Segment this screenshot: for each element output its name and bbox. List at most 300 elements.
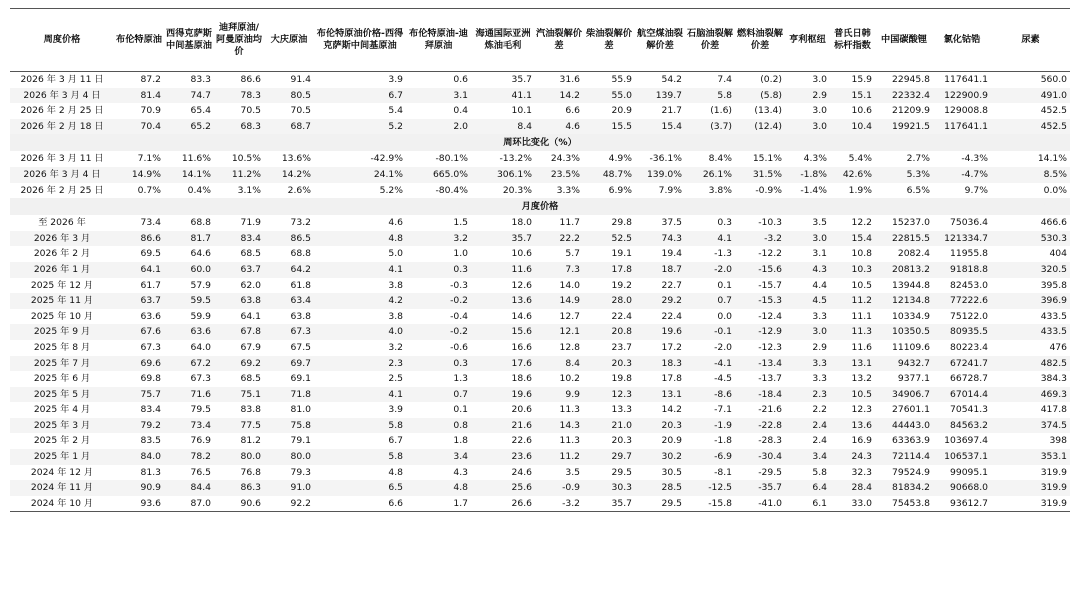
table-cell: 0.7 — [406, 387, 471, 403]
table-cell: 23.6 — [471, 449, 535, 465]
table-cell: 63.7 — [114, 293, 164, 309]
table-cell: 91.0 — [264, 480, 314, 496]
table-cell: 73.4 — [140, 217, 161, 229]
table-cell: -0.9% — [755, 184, 782, 196]
table-cell: 319.9 — [1040, 466, 1067, 478]
table-cell: 27601.1 — [892, 404, 930, 416]
table-cell: 79.1 — [290, 435, 311, 447]
table-cell: 3.3% — [556, 184, 580, 196]
section-title: 周环比变化（%） — [10, 134, 1070, 151]
table-cell: 15.1% — [752, 153, 782, 165]
table-cell: 8.4 — [535, 356, 583, 372]
table-cell: -4.7% — [933, 167, 991, 183]
table-cell: (5.8) — [735, 88, 785, 104]
table-cell: 469.3 — [991, 387, 1070, 403]
table-cell: 67.8 — [214, 324, 264, 340]
table-cell: 20.3 — [611, 435, 632, 447]
table-cell: 63.4 — [264, 293, 314, 309]
table-cell: 3.0 — [812, 74, 827, 85]
table-cell: -80.4% — [435, 184, 468, 196]
table-cell: 15.5 — [583, 119, 635, 135]
table-cell: 129008.8 — [944, 105, 988, 117]
table-row — [10, 387, 1070, 403]
column-header: 布伦特原油 — [114, 9, 164, 72]
table-cell: 41.1 — [471, 88, 535, 104]
table-cell: 29.7 — [583, 449, 635, 465]
table-cell: 139.0% — [635, 167, 685, 183]
table-cell: 17.8 — [583, 262, 635, 278]
table-cell: -13.4 — [735, 356, 785, 372]
table-cell: 69.5 — [140, 248, 161, 260]
table-cell: 10334.9 — [892, 310, 930, 322]
row-label: 2026 年 3 月 4 日 — [10, 167, 114, 183]
table-row — [10, 340, 1070, 356]
table-cell: 67.3 — [190, 373, 211, 385]
table-cell: 71.6 — [164, 387, 214, 403]
table-cell: 32.3 — [851, 466, 872, 478]
table-cell: -15.3 — [735, 293, 785, 309]
table-cell: 33.0 — [851, 497, 872, 509]
table-cell: 74.3 — [635, 231, 685, 247]
table-cell: 23.7 — [611, 341, 632, 353]
table-cell: 3.0 — [785, 324, 830, 340]
table-cell: 90668.0 — [933, 480, 991, 496]
table-cell: 19.6 — [635, 324, 685, 340]
table-cell: 57.9 — [190, 279, 211, 291]
table-row — [10, 433, 1070, 449]
table-cell: 99095.1 — [950, 466, 988, 478]
table-cell: 35.7 — [611, 497, 632, 509]
table-cell: 3.9 — [388, 404, 403, 416]
table-cell: 117641.1 — [944, 74, 988, 85]
table-cell: 0.1 — [717, 279, 732, 291]
table-cell: 16.6 — [511, 341, 532, 353]
table-cell: 3.0 — [812, 105, 827, 117]
table-cell: -7.1 — [714, 404, 732, 416]
table-cell: 72114.4 — [875, 449, 933, 465]
table-cell: 6.5% — [906, 184, 930, 196]
table-cell: 4.0 — [314, 324, 406, 340]
table-cell: 7.3 — [535, 262, 583, 278]
table-cell: 0.1 — [453, 404, 468, 416]
table-cell: 1.7 — [453, 497, 468, 509]
table-cell: 91818.8 — [933, 262, 991, 278]
table-cell: 8.5% — [991, 167, 1070, 183]
table-cell: -22.8 — [735, 418, 785, 434]
table-cell: 9377.1 — [897, 373, 930, 385]
table-cell: 22.4 — [661, 310, 682, 322]
column-header: 周度价格 — [10, 9, 114, 72]
table-cell: 13.2 — [851, 373, 872, 385]
table-cell: 353.1 — [991, 449, 1070, 465]
table-cell: 93.6 — [140, 497, 161, 509]
column-header: 氯化钴锆 — [933, 9, 991, 72]
row-label: 2025 年 12 月 — [30, 279, 94, 291]
table-cell: 11.2% — [214, 167, 264, 183]
table-cell: (13.4) — [754, 105, 782, 117]
table-cell: 75.8 — [264, 418, 314, 434]
table-cell: 10.5 — [851, 279, 872, 291]
table-cell: 66728.7 — [950, 373, 988, 385]
table-cell: 73.2 — [290, 217, 311, 229]
table-cell: 75036.4 — [950, 217, 988, 229]
row-label: 2026 年 3 月 11 日 — [20, 74, 104, 85]
column-header: 石脑油裂解价差 — [685, 9, 735, 72]
table-cell: 12.8 — [559, 341, 580, 353]
row-label: 2025 年 1 月 — [10, 449, 114, 465]
table-cell: 68.5 — [240, 248, 261, 260]
table-cell: 13.6 — [471, 293, 535, 309]
table-cell: 2.9 — [785, 88, 830, 104]
table-cell: 11.1 — [851, 310, 872, 322]
row-label: 2025 年 5 月 — [10, 387, 114, 403]
table-row — [10, 356, 1070, 372]
table-cell: 70.4 — [114, 119, 164, 135]
table-cell: 121334.7 — [933, 231, 991, 247]
table-cell: 2.5 — [388, 373, 403, 385]
table-cell: 0.4 — [453, 105, 468, 117]
table-cell: -4.1 — [685, 356, 735, 372]
table-cell: 319.9 — [991, 480, 1070, 496]
row-label: 2025 年 9 月 — [10, 324, 114, 340]
table-cell: 22.7 — [661, 279, 682, 291]
commodity-price-table — [10, 8, 1070, 512]
table-row — [10, 119, 1070, 135]
table-cell: 75.1 — [214, 387, 264, 403]
table-cell: 10.4 — [830, 119, 875, 135]
table-cell: 28.0 — [583, 293, 635, 309]
table-cell: 0.6 — [453, 74, 468, 85]
table-cell: 11.3 — [559, 404, 580, 416]
table-cell: 4.3 — [785, 262, 830, 278]
table-cell: 2.0 — [406, 119, 471, 135]
table-cell: 5.8 — [314, 418, 406, 434]
table-cell: 18.3 — [635, 356, 685, 372]
table-cell: 52.5 — [583, 231, 635, 247]
table-cell: 12.1 — [535, 324, 583, 340]
table-cell: -1.8 — [714, 435, 732, 447]
table-row — [10, 246, 1070, 262]
table-cell: 560.0 — [1040, 74, 1067, 85]
table-cell: 20.8 — [583, 324, 635, 340]
table-cell: 31.6 — [559, 74, 580, 85]
row-label: 2026 年 1 月 — [10, 262, 114, 278]
table-cell: 3.9 — [388, 74, 403, 85]
table-cell: -36.1% — [649, 153, 682, 165]
table-cell: 81834.2 — [875, 480, 933, 496]
table-cell: 2.4 — [785, 418, 830, 434]
table-cell: 17.2 — [661, 341, 682, 353]
table-cell: 86.6 — [240, 74, 261, 85]
table-cell: 91.4 — [290, 74, 311, 85]
table-cell: 6.6 — [388, 497, 403, 509]
table-cell: 70.5 — [290, 105, 311, 117]
table-cell: -80.1% — [435, 153, 468, 165]
table-cell: -29.5 — [758, 466, 782, 478]
row-label: 2024 年 11 月 — [10, 480, 114, 496]
table-cell: 61.7 — [140, 279, 161, 291]
table-cell: 395.8 — [1040, 279, 1067, 291]
table-cell: -4.5 — [714, 373, 732, 385]
table-cell: 320.5 — [991, 262, 1070, 278]
table-cell: 18.0 — [511, 217, 532, 229]
table-cell: 42.6% — [830, 167, 875, 183]
table-row — [10, 480, 1070, 496]
table-cell: 4.2 — [314, 293, 406, 309]
table-cell: 4.3% — [803, 153, 827, 165]
table-cell: 15237.0 — [892, 217, 930, 229]
table-cell: 2.3 — [785, 387, 830, 403]
table-cell: 665.0% — [406, 167, 471, 183]
table-cell: 2.6% — [287, 184, 311, 196]
table-row — [10, 324, 1070, 340]
table-cell: 29.2 — [635, 293, 685, 309]
row-label: 2025 年 7 月 — [10, 356, 114, 372]
table-cell: 67.3 — [140, 341, 161, 353]
table-cell: 11.7 — [559, 217, 580, 229]
table-cell: 433.5 — [1040, 310, 1067, 322]
table-cell: 59.9 — [190, 310, 211, 322]
table-cell: 35.7 — [511, 74, 532, 85]
table-cell: 80935.5 — [933, 324, 991, 340]
table-cell: 384.3 — [1040, 373, 1067, 385]
table-cell: 61.8 — [290, 279, 311, 291]
table-cell: 7.1% — [137, 153, 161, 165]
section-header-row — [10, 134, 1070, 151]
row-label: 2025 年 4 月 — [33, 404, 91, 416]
table-cell: 4.6 — [388, 217, 403, 229]
table-cell: 69.2 — [214, 356, 264, 372]
table-cell: 10350.5 — [875, 324, 933, 340]
table-cell: 10.6 — [851, 105, 872, 117]
table-cell: 14.2% — [264, 167, 314, 183]
table-cell: 17.6 — [471, 356, 535, 372]
table-row — [10, 449, 1070, 465]
table-cell: 306.1% — [471, 167, 535, 183]
table-cell: 68.3 — [214, 119, 264, 135]
table-cell: 13.3 — [611, 404, 632, 416]
table-cell: 12.3 — [851, 404, 872, 416]
table-cell: 14.1% — [164, 167, 214, 183]
table-cell: 15.4 — [635, 119, 685, 135]
table-cell: 90.9 — [114, 480, 164, 496]
table-cell: 63.6 — [164, 324, 214, 340]
table-cell: 12.3 — [583, 387, 635, 403]
table-cell: 67014.4 — [933, 387, 991, 403]
table-cell: 103697.4 — [944, 435, 988, 447]
table-cell: 14.1% — [1037, 153, 1067, 165]
table-cell: 5.8 — [812, 466, 827, 478]
row-label: 至 2026 年 — [38, 217, 86, 229]
table-cell: 20813.2 — [875, 262, 933, 278]
table-cell: 6.5 — [314, 480, 406, 496]
table-cell: 22.6 — [511, 435, 532, 447]
column-header: 布伦特原油价格-西得克萨斯中间基原油 — [314, 9, 406, 72]
table-cell: -2.0 — [685, 262, 735, 278]
table-cell: -0.4 — [450, 310, 468, 322]
table-cell: 73.4 — [164, 418, 214, 434]
table-cell: 7.4 — [717, 74, 732, 85]
table-cell: 2082.4 — [897, 248, 930, 260]
table-cell: 0.8 — [406, 418, 471, 434]
table-cell: 5.7 — [565, 248, 580, 260]
table-cell: 79.3 — [290, 466, 311, 478]
table-row — [10, 183, 1070, 199]
table-cell: 12.2 — [851, 217, 872, 229]
table-cell: -12.4 — [758, 310, 782, 322]
table-cell: -12.9 — [735, 324, 785, 340]
table-cell: 22.4 — [611, 310, 632, 322]
table-cell: 398 — [1049, 435, 1067, 447]
table-cell: 117641.1 — [933, 119, 991, 135]
table-cell: 10.5 — [830, 387, 875, 403]
table-cell: 67.6 — [114, 324, 164, 340]
table-cell: -18.4 — [735, 387, 785, 403]
table-row — [10, 262, 1070, 278]
table-cell: -8.6 — [685, 387, 735, 403]
table-cell: 28.5 — [635, 480, 685, 496]
table-cell: 374.5 — [991, 418, 1070, 434]
table-cell: 4.8 — [406, 480, 471, 496]
table-cell: 80.0 — [214, 449, 264, 465]
table-cell: 31.5% — [735, 167, 785, 183]
table-cell: 63.7 — [214, 262, 264, 278]
table-cell: 15.6 — [471, 324, 535, 340]
row-label: 2026 年 3 月 4 日 — [10, 88, 114, 104]
table-cell: 21.7 — [661, 105, 682, 117]
table-row — [10, 309, 1070, 325]
table-cell: -4.3% — [961, 153, 988, 165]
table-cell: 466.6 — [1040, 217, 1067, 229]
table-cell: 4.4 — [812, 279, 827, 291]
table-cell: (1.6) — [710, 105, 732, 117]
table-cell: 68.5 — [240, 373, 261, 385]
table-cell: 13.6 — [830, 418, 875, 434]
table-cell: -0.2 — [406, 324, 471, 340]
row-label: 2024 年 12 月 — [30, 466, 94, 478]
table-cell: 3.2 — [388, 341, 403, 353]
table-cell: 22.2 — [535, 231, 583, 247]
table-row — [10, 371, 1070, 387]
table-cell: 68.7 — [264, 119, 314, 135]
table-cell: 417.8 — [1040, 404, 1067, 416]
table-cell: 3.1% — [237, 184, 261, 196]
table-cell: 3.1 — [406, 88, 471, 104]
table-cell: 1.9% — [848, 184, 872, 196]
table-cell: 2.7% — [906, 153, 930, 165]
table-cell: 20.6 — [511, 404, 532, 416]
table-cell: 25.6 — [471, 480, 535, 496]
table-cell: 75122.0 — [950, 310, 988, 322]
table-cell: 6.7 — [388, 435, 403, 447]
table-container — [10, 8, 1070, 512]
table-cell: 65.4 — [190, 105, 211, 117]
table-cell: 84563.2 — [933, 418, 991, 434]
row-label: 2026 年 2 月 — [33, 248, 91, 260]
table-cell: 3.5 — [812, 217, 827, 229]
table-cell: 83.8 — [240, 404, 261, 416]
table-cell: 3.5 — [565, 466, 580, 478]
table-cell: 11.6 — [471, 262, 535, 278]
table-cell: 1.5 — [453, 217, 468, 229]
table-cell: 79.5 — [190, 404, 211, 416]
table-cell: 70.5 — [240, 105, 261, 117]
table-cell: 29.5 — [611, 466, 632, 478]
table-cell: 79524.9 — [892, 466, 930, 478]
row-label: 2025 年 11 月 — [10, 293, 114, 309]
table-cell: 3.3 — [812, 373, 827, 385]
table-cell: 2.9 — [812, 341, 827, 353]
table-cell: 69.1 — [290, 373, 311, 385]
table-cell: -21.6 — [758, 404, 782, 416]
section-title: 月度价格 — [10, 198, 1070, 215]
table-cell: -15.7 — [758, 279, 782, 291]
table-cell: 5.2% — [379, 184, 403, 196]
table-row — [10, 88, 1070, 104]
table-cell: 81.3 — [140, 466, 161, 478]
table-cell: 2.2 — [812, 404, 827, 416]
table-cell: -3.2 — [562, 497, 580, 509]
table-cell: 22945.8 — [892, 74, 930, 85]
table-cell: 4.1 — [314, 387, 406, 403]
table-cell: (3.7) — [685, 119, 735, 135]
table-cell: 18.6 — [511, 373, 532, 385]
table-cell: 452.5 — [991, 119, 1070, 135]
table-cell: 491.0 — [991, 88, 1070, 104]
table-cell: 68.8 — [290, 248, 311, 260]
table-cell: 0.3 — [717, 217, 732, 229]
table-cell: 80.5 — [264, 88, 314, 104]
table-cell: 10.1 — [511, 105, 532, 117]
table-cell: 60.0 — [164, 262, 214, 278]
table-row — [10, 278, 1070, 294]
table-cell: 87.0 — [190, 497, 211, 509]
table-cell: 3.8 — [388, 310, 403, 322]
table-cell: 13.1 — [830, 356, 875, 372]
table-cell: -28.3 — [758, 435, 782, 447]
table-cell: -3.2 — [735, 231, 785, 247]
table-cell: 5.8 — [685, 88, 735, 104]
table-cell: 106537.1 — [933, 449, 991, 465]
table-cell: 4.3 — [453, 466, 468, 478]
table-cell: 64.1 — [114, 262, 164, 278]
table-cell: 19.1 — [611, 248, 632, 260]
table-cell: 10.3 — [830, 262, 875, 278]
table-cell: 122900.9 — [933, 88, 991, 104]
table-cell: 9.7% — [964, 184, 988, 196]
table-cell: 81.2 — [240, 435, 261, 447]
table-cell: 77.5 — [214, 418, 264, 434]
table-cell: 1.3 — [453, 373, 468, 385]
row-label: 2025 年 2 月 — [33, 435, 91, 447]
table-cell: 2.4 — [812, 435, 827, 447]
table-cell: 319.9 — [1040, 497, 1067, 509]
table-cell: 20.3 — [635, 418, 685, 434]
table-row — [10, 103, 1070, 119]
table-cell: 11955.8 — [950, 248, 988, 260]
table-cell: 11.6% — [181, 153, 211, 165]
table-cell: -1.9 — [685, 418, 735, 434]
table-cell: -10.3 — [758, 217, 782, 229]
table-cell: 26.6 — [511, 497, 532, 509]
table-cell: 10.2 — [559, 373, 580, 385]
table-cell: -1.3 — [714, 248, 732, 260]
table-cell: 4.8 — [388, 466, 403, 478]
table-cell: 11109.6 — [892, 341, 930, 353]
table-cell: 4.9% — [608, 153, 632, 165]
table-cell: 0.7 — [685, 293, 735, 309]
table-cell: 476 — [1049, 341, 1067, 353]
